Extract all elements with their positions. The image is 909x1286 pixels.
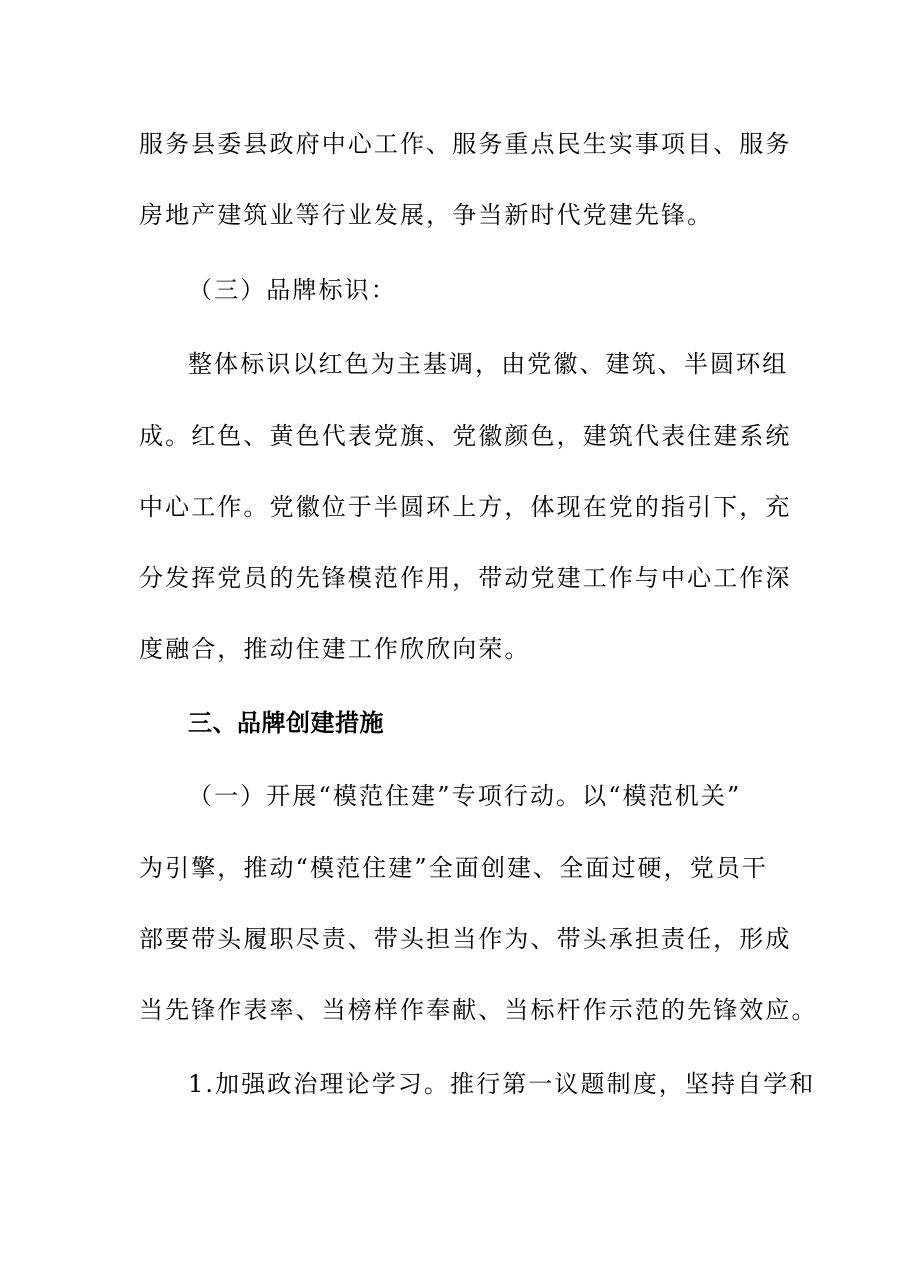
body-text-line: 房地产建筑业等行业发展，争当新时代党建先锋。	[139, 201, 714, 229]
body-text-line: 当先锋作表率、当榜样作奉献、当标杆作示范的先锋效应。	[139, 996, 818, 1024]
body-text-line: 部要带头履职尽责、带头担当作为、带头承担责任，形成	[139, 925, 792, 953]
section-heading: 三、品牌创建措施	[188, 709, 384, 737]
subsection-heading: （三）品牌标识：	[188, 276, 397, 304]
numbered-item-line: 1.加强政治理论学习。推行第一议题制度，坚持自学和	[188, 1070, 816, 1098]
body-text-line: 为引擎，推动“模范住建”全面创建、全面过硬，党员干	[139, 854, 769, 882]
body-text-line: 成。红色、黄色代表党旗、党徽颜色，建筑代表住建系统	[139, 422, 792, 450]
body-text-line: 中心工作。党徽位于半圆环上方，体现在党的指引下，充	[139, 493, 792, 521]
paragraph-first-line: 整体标识以红色为主基调，由党徽、建筑、半圆环组	[188, 350, 789, 378]
body-text-line: 度融合，推动住建工作欣欣向荣。	[139, 635, 531, 663]
body-text-line: 分发挥党员的先锋模范作用，带动党建工作与中心工作深	[139, 564, 792, 592]
body-text-line: 服务县委县政府中心工作、服务重点民生实事项目、服务	[139, 130, 792, 158]
paragraph-first-line: （一）开展“模范住建”专项行动。以“模范机关”	[188, 782, 742, 810]
